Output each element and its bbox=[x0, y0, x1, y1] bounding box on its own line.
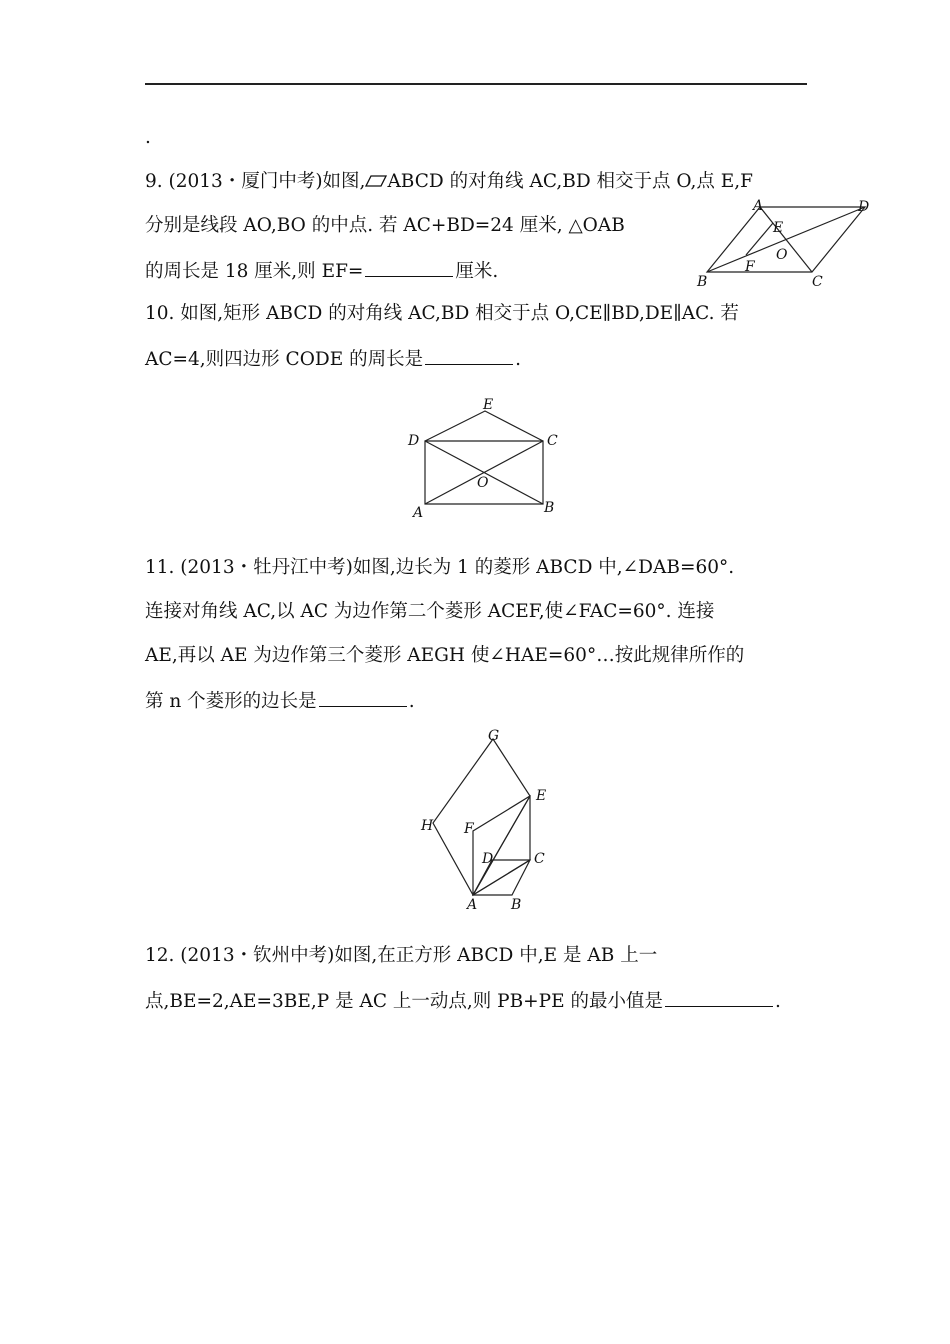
q11-label-b: B bbox=[511, 897, 522, 913]
q9-label-d: D bbox=[858, 199, 870, 215]
q9-line-2: 分别是线段 AO,BO 的中点. 若 AC+BD=24 厘米, △OAB bbox=[145, 215, 625, 236]
q9-label-f: F bbox=[745, 259, 755, 275]
q12-text-2b: . bbox=[775, 991, 781, 1012]
q12-answer-blank[interactable] bbox=[665, 988, 773, 1007]
q9-line-3 bbox=[145, 258, 498, 284]
q11-label-h: H bbox=[421, 818, 434, 834]
q11-label-e: E bbox=[536, 788, 547, 804]
q9-text-1a: 9. (2013・厦门中考)如图, bbox=[145, 171, 366, 192]
q11-text-4a: 第 n 个菱形的边长是 bbox=[145, 691, 317, 712]
q9-label-e: E bbox=[773, 220, 784, 236]
q9-label-o: O bbox=[776, 247, 788, 263]
q9-text-3a: 的周长是 18 厘米,则 EF= bbox=[145, 261, 364, 282]
q11-label-d: D bbox=[482, 851, 494, 867]
q10-text-2b: . bbox=[515, 349, 521, 370]
q10-label-c: C bbox=[547, 433, 558, 449]
parallelogram-icon bbox=[365, 174, 387, 188]
q11-label-g: G bbox=[488, 728, 500, 744]
q9-label-a: A bbox=[753, 198, 764, 214]
q10-label-d: D bbox=[408, 433, 420, 449]
q11-line-1: 11. (2013・牡丹江中考)如图,边长为 1 的菱形 ABCD 中,∠DAB=60°. bbox=[145, 557, 735, 578]
q11-label-f: F bbox=[464, 821, 474, 837]
q11-label-a: A bbox=[467, 897, 478, 913]
q9-text-3b: 厘米. bbox=[455, 261, 499, 282]
q11-text-4b: . bbox=[408, 691, 415, 712]
q11-label-c: C bbox=[534, 851, 545, 867]
q11-line-3: AE,再以 AE 为边作第三个菱形 AEGH 使∠HAE=60°…按此规律所作的 bbox=[145, 645, 745, 666]
q9-line-1 bbox=[145, 170, 753, 194]
q10-answer-blank[interactable] bbox=[425, 346, 513, 365]
q9-label-c: C bbox=[812, 274, 823, 290]
q10-line-2 bbox=[145, 346, 521, 372]
q11-answer-blank[interactable] bbox=[319, 688, 407, 707]
q11-line-2: 连接对角线 AC,以 AC 为边作第二个菱形 ACEF,使∠FAC=60°. 连接 bbox=[145, 601, 715, 622]
q10-label-o: O bbox=[477, 475, 489, 491]
q12-line-1: 12. (2013・钦州中考)如图,在正方形 ABCD 中,E 是 AB 上一 bbox=[145, 945, 658, 966]
q10-label-a: A bbox=[413, 505, 424, 521]
q9-text-1b: ABCD 的对角线 AC,BD 相交于点 O,点 E,F bbox=[387, 171, 753, 192]
rhombus-aegh bbox=[433, 739, 530, 895]
q10-label-e: E bbox=[483, 397, 494, 413]
q12-line-2 bbox=[145, 988, 781, 1014]
q11-figure bbox=[415, 725, 560, 915]
q9-answer-blank[interactable] bbox=[365, 258, 453, 277]
q10-line-1: 10. 如图,矩形 ABCD 的对角线 AC,BD 相交于点 O,CE∥BD,DE∥AC. 若 bbox=[145, 303, 739, 324]
segments-de-ce bbox=[425, 411, 543, 441]
q12-text-2a: 点,BE=2,AE=3BE,P 是 AC 上一动点,则 PB+PE 的最小值是 bbox=[145, 991, 663, 1012]
q10-figure bbox=[400, 395, 570, 520]
stray-dot: . bbox=[145, 127, 151, 148]
header-rule bbox=[145, 83, 807, 85]
q11-line-4 bbox=[145, 688, 415, 714]
q9-label-b: B bbox=[697, 274, 708, 290]
q9-figure bbox=[690, 195, 880, 290]
q10-text-2a: AC=4,则四边形 CODE 的周长是 bbox=[145, 349, 424, 370]
q10-label-b: B bbox=[544, 500, 555, 516]
